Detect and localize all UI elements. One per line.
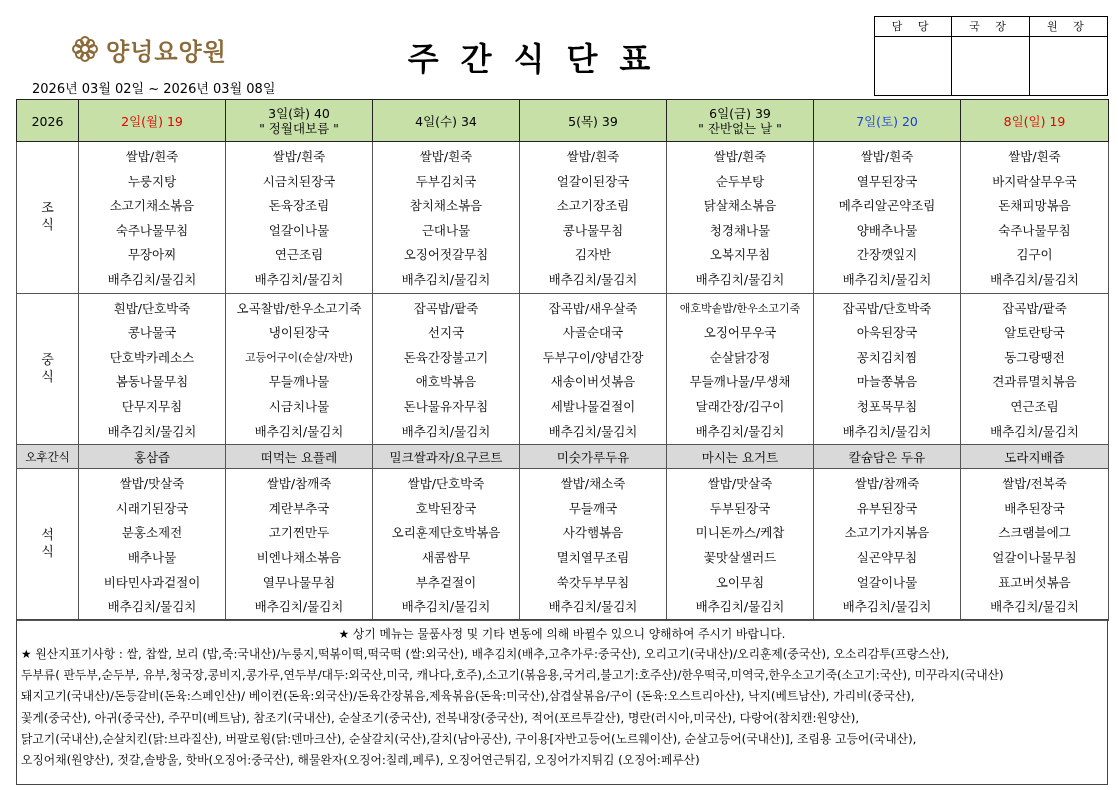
menu-item: 콩나물무침: [562, 222, 624, 238]
origin-line: 오징어채(원양산), 젓갈,솔방울, 핫바(오징어:중국산), 해물완자(오징어:칠레,페루), 오징어연근튀김, 오징어가지튀김 (오징어:페루산): [21, 753, 700, 768]
menu-item: 무들깨국: [568, 500, 618, 516]
menu-item: 누룽지탕: [127, 173, 177, 189]
menu-item: 잡곡밥/단호박죽: [842, 300, 932, 316]
menu-item: 쌀밥/참깨죽: [854, 476, 920, 492]
snack-label: 오후간식: [17, 445, 79, 469]
menu-item: 실곤약무침: [856, 549, 918, 565]
day-header: [79, 100, 226, 142]
menu-item: 배추김치/물김치: [254, 599, 344, 615]
menu-item: 쌀밥/단호박죽: [407, 476, 485, 492]
menu-item: 얼갈이나물: [268, 222, 330, 238]
menu-item: 꽁치김치찜: [856, 349, 918, 365]
menu-item: 오곡찰밥/한우소고기죽: [236, 300, 362, 316]
day-header: [961, 100, 1109, 142]
menu-item: 두부구이/양념간장: [542, 349, 644, 365]
day-date: 5(목) 39: [568, 113, 618, 129]
menu-item: 달래간장/김구이: [695, 398, 785, 414]
menu-item: 고기찐만두: [268, 525, 330, 541]
approval-label: 담 당: [875, 17, 952, 37]
menu-cell: [667, 142, 814, 294]
menu-item: 오복지무침: [709, 247, 771, 263]
menu-item: 쌀밥/흰죽: [125, 149, 179, 164]
menu-item: 청경채나물: [709, 222, 771, 238]
day-event: " 잔반없는 날 ": [698, 121, 782, 136]
menu-item: 돈채피망볶음: [998, 198, 1071, 214]
menu-cell: [226, 293, 373, 445]
menu-item: 순두부탕: [715, 173, 765, 189]
menu-item: 닭살채소볶음: [703, 198, 777, 214]
menu-item: 냉이된장국: [268, 325, 330, 341]
menu-item: 김구이: [1016, 247, 1053, 263]
menu-item: 배추김치/물김치: [107, 423, 197, 439]
menu-item: 단호박카레소스: [109, 349, 195, 365]
menu-cell: [667, 293, 814, 445]
menu-item: 배추김치/물김치: [107, 599, 197, 615]
snack-item: 밀크쌀과자/요구르트: [373, 445, 520, 469]
menu-item: 연근조림: [1010, 398, 1059, 414]
day-header: [667, 100, 814, 142]
menu-item: 배추김치/물김치: [254, 271, 344, 287]
menu-cell: [814, 293, 961, 445]
snack-item: 떠먹는 요플레: [226, 445, 373, 469]
menu-cell: [667, 469, 814, 621]
menu-item: 배추김치/물김치: [401, 271, 491, 287]
menu-item: 쌀밥/흰죽: [272, 149, 326, 164]
menu-item: 잡곡밥/새우살죽: [548, 300, 638, 316]
menu-item: 애호박볶음: [415, 374, 477, 390]
approval-sign-slot: [875, 37, 952, 95]
menu-item: 표고버섯볶음: [998, 574, 1071, 590]
menu-item: 미니돈까스/케찹: [695, 525, 785, 541]
menu-item: 쌀밥/맛살죽: [707, 476, 773, 492]
period-range: 2026년 03월 02일 ~ 2026년 03월 08일: [32, 82, 276, 97]
menu-item: 유부된장국: [856, 500, 918, 516]
menu-item: 바지락살무우국: [992, 173, 1077, 189]
notice-box: [16, 619, 1108, 785]
menu-item: 쌀밥/참깨죽: [266, 476, 332, 492]
menu-item: 견과류멸치볶음: [992, 374, 1077, 390]
menu-item: 아욱된장국: [856, 325, 918, 341]
menu-item: 사각햄볶음: [562, 525, 624, 541]
day-header: [226, 100, 373, 142]
meal-row: [17, 293, 1109, 445]
notice-line: ★ 상기 메뉴는 물품사정 및 기타 변동에 의해 바뀔수 있으니 양해하여 주시기 바랍니다.: [338, 627, 786, 641]
menu-item: 흰밥/단호박죽: [113, 300, 191, 316]
approval-sign-slot: [1030, 37, 1107, 95]
menu-item: 배추김치/물김치: [990, 271, 1079, 287]
meal-label-text: 석 식: [41, 528, 54, 561]
menu-item: 스크램블에그: [998, 525, 1071, 541]
day-date: 8일(일) 19: [1003, 113, 1066, 129]
menu-cell: [520, 293, 667, 445]
menu-item: 배추김치/물김치: [548, 599, 638, 615]
menu-item: 계란부추국: [268, 500, 330, 516]
meal-label-text: 중 식: [41, 352, 54, 385]
menu-item: 시래기된장국: [115, 500, 189, 516]
menu-item: 봄동나물무침: [115, 374, 189, 390]
menu-item: 숙주나물무침: [998, 222, 1071, 238]
menu-item: 쌀밥/흰죽: [713, 149, 767, 164]
meal-row: [17, 142, 1109, 294]
menu-item: 양배추나물: [856, 222, 918, 238]
menu-item: 배추김치/물김치: [695, 271, 785, 287]
meal-row: [17, 469, 1109, 621]
menu-cell: [961, 469, 1109, 621]
menu-item: 비타민사과겉절이: [103, 574, 201, 590]
menu-item: 메추리알곤약조림: [838, 198, 936, 214]
menu-item: 배추김치/물김치: [107, 271, 197, 287]
menu-item: 쌀밥/흰죽: [860, 149, 914, 164]
day-event: " 정월대보름 ": [259, 121, 339, 136]
menu-item: 부추겉절이: [415, 574, 477, 590]
meal-label-text: 조 식: [41, 201, 54, 234]
menu-item: 참치채소볶음: [409, 198, 483, 214]
menu-cell: [226, 469, 373, 621]
menu-item: 두부김치국: [415, 173, 477, 189]
menu-item: 새콤쌈무: [421, 549, 471, 565]
origin-line: 두부류( 판두부,순두부, 유부,청국장,콩비지,콩가루,연두부/대두:외국산,미국, 캐나다,호주),소고기(볶음용,국거리,불고기:호주산)/한우떡국,미역국,한우소고기죽(소고기:국산), 미꾸라지(국내산): [21, 668, 1004, 683]
menu-item: 쑥갓두부무침: [556, 574, 630, 590]
menu-item: 동그랑땡전: [1004, 349, 1065, 365]
menu-item: 마늘쫑볶음: [856, 374, 918, 390]
menu-item: 배추나물: [127, 549, 177, 565]
menu-item: 얼갈이나물: [856, 574, 918, 590]
menu-item: 시금치나물: [268, 398, 330, 414]
menu-item: 배추김치/물김치: [401, 423, 491, 439]
menu-item: 두부된장국: [709, 500, 771, 516]
menu-item: 알토란탕국: [1004, 325, 1065, 341]
menu-item: 비엔나채소볶음: [256, 549, 342, 565]
day-header: [814, 100, 961, 142]
menu-item: 연근조림: [274, 247, 324, 263]
menu-item: 쌀밥/흰죽: [1008, 149, 1061, 164]
menu-cell: [520, 142, 667, 294]
menu-item: 배추김치/물김치: [695, 599, 785, 615]
menu-item: 오리훈제단호박볶음: [391, 525, 501, 541]
menu-item: 오징어무우국: [703, 325, 777, 341]
menu-item: 무들깨나물/무생채: [689, 374, 791, 390]
menu-cell: [520, 469, 667, 621]
menu-item: 배추김치/물김치: [990, 423, 1079, 439]
menu-item: 무들깨나물: [268, 374, 330, 390]
menu-item: 꽃맛살샐러드: [703, 549, 777, 565]
menu-item: 사골순대국: [562, 325, 624, 341]
menu-item: 쌀밥/맛살죽: [119, 476, 185, 492]
menu-table: [16, 99, 1109, 621]
menu-cell: [79, 469, 226, 621]
meal-label: [17, 293, 79, 445]
menu-item: 얼갈이된장국: [556, 173, 630, 189]
menu-item: 콩나물국: [127, 325, 177, 341]
approval-sign-slot: [952, 37, 1029, 95]
menu-cell: [226, 142, 373, 294]
origin-line: 꽃게(중국산), 아귀(중국산), 주꾸미(베트남), 참조기(국내산), 순살조기(중국산), 전복내장(중국산), 적어(포르투갈산), 명란(러시아,미국산), 다랑어(참치캔:원양산),: [21, 710, 860, 725]
menu-item: 애호박솥밥/한우소고기죽: [679, 301, 801, 315]
menu-item: 무장아찌: [127, 247, 177, 263]
menu-item: 열무된장국: [856, 173, 918, 189]
menu-item: 순살닭강정: [709, 349, 771, 365]
year-header: 2026: [17, 100, 79, 142]
menu-item: 오이무침: [715, 574, 765, 590]
menu-item: 돈나물유자무침: [403, 398, 489, 414]
menu-item: 배추김치/물김치: [548, 271, 638, 287]
menu-item: 얼갈이나물무침: [992, 549, 1077, 565]
menu-item: 분홍소제전: [121, 525, 183, 541]
menu-cell: [79, 142, 226, 294]
menu-cell: [961, 142, 1109, 294]
menu-item: 김자반: [574, 247, 612, 263]
snack-item: 홍삼즙: [79, 445, 226, 469]
menu-cell: [373, 142, 520, 294]
day-date: 7일(토) 20: [856, 113, 918, 129]
menu-item: 배추김치/물김치: [254, 423, 344, 439]
menu-cell: [79, 293, 226, 445]
day-header: [520, 100, 667, 142]
menu-cell: [814, 469, 961, 621]
menu-body: [17, 142, 1109, 621]
header-row: [17, 100, 1109, 142]
menu-item: 배추김치/물김치: [842, 271, 932, 287]
snack-item: 미숫가루두유: [520, 445, 667, 469]
menu-item: 고등어구이(순살/자반): [245, 350, 353, 364]
menu-item: 배추된장국: [1004, 500, 1065, 516]
approval-label: 국 장: [952, 17, 1029, 37]
snack-item: 칼슘담은 두유: [814, 445, 961, 469]
menu-cell: [961, 293, 1109, 445]
snack-row: [17, 445, 1109, 469]
menu-item: 소고기가지볶음: [844, 525, 930, 541]
menu-item: 배추김치/물김치: [695, 423, 785, 439]
menu-item: 쌀밥/채소죽: [560, 476, 626, 492]
origin-line: 돼지고기(국내산)/돈등갈비(돈육:스페인산)/ 베이컨(돈육:외국산)/돈육간장볶음,제육볶음(돈육:미국산),삼겹살볶음/구이 (돈육:오스트리아산), 낙지(베트남산), 가리비(중국산),: [21, 689, 915, 704]
snack-item: 마시는 요거트: [667, 445, 814, 469]
origin-line: ★ 원산지표기사항 : 쌀, 찹쌀, 보리 (밥,죽:국내산)/누룽지,떡볶이떡,떡국떡 (쌀:외국산), 배추김치(배추,고추가루:중국산), 오리고기(국내산)/오리훈제(중국산), 오소리감투(프랑스산),: [21, 647, 950, 661]
menu-item: 숙주나물무침: [115, 222, 189, 238]
day-date: 2일(월) 19: [121, 113, 183, 129]
menu-item: 쌀밥/흰죽: [566, 149, 620, 164]
menu-item: 배추김치/물김치: [990, 599, 1079, 615]
brand-logo: [70, 32, 227, 66]
menu-item: 근대나물: [421, 222, 471, 238]
day-date: 6일(금) 39: [709, 106, 771, 121]
menu-cell: [814, 142, 961, 294]
meal-label: [17, 469, 79, 621]
menu-item: 시금치된장국: [262, 173, 336, 189]
menu-item: 세발나물겉절이: [550, 398, 636, 414]
menu-item: 잡곡밥/팥죽: [1002, 300, 1067, 316]
menu-item: 배추김치/물김치: [842, 599, 932, 615]
menu-item: 선지국: [427, 325, 465, 341]
menu-item: 쌀밥/흰죽: [419, 149, 473, 164]
menu-item: 호박된장국: [415, 500, 477, 516]
approval-box: [874, 16, 1108, 96]
day-date: 4일(수) 34: [415, 113, 477, 129]
page-title: 주간식단표: [407, 40, 673, 78]
menu-item: 청포묵무침: [856, 398, 918, 414]
origin-line: 닭고기(국내산),순살치킨(닭:브라질산), 버팔로윙(닭:덴마크산), 순살갈치(국산),갈치(남아공산), 구이용[자반고등어(노르웨이산), 순살고등어(국내산)], 조림용 고등어(국내산),: [21, 731, 917, 746]
meal-label: [17, 142, 79, 294]
approval-label: 원 장: [1030, 17, 1107, 37]
flower-emblem-icon: [70, 34, 100, 64]
menu-item: 소고기채소볶음: [109, 198, 195, 214]
menu-item: 배추김치/물김치: [842, 423, 932, 439]
menu-item: 오징어젓갈무침: [403, 247, 489, 263]
menu-item: 쌀밥/전복죽: [1002, 476, 1067, 492]
menu-item: 소고기장조림: [556, 198, 630, 214]
menu-item: 단무지무침: [121, 398, 183, 414]
menu-item: 새송이버섯볶음: [550, 374, 636, 390]
menu-item: 돈육장조림: [268, 198, 330, 214]
menu-item: 열무나물무침: [262, 574, 336, 590]
origin-info: [21, 644, 1103, 771]
brand-name: 양넝요양원: [106, 37, 227, 66]
menu-cell: [373, 469, 520, 621]
menu-item: 돈육간장불고기: [403, 349, 489, 365]
day-date: 3일(화) 40: [268, 106, 330, 121]
menu-item: 잡곡밥/팥죽: [413, 300, 479, 316]
day-header: [373, 100, 520, 142]
menu-cell: [373, 293, 520, 445]
menu-item: 간장깻잎지: [856, 247, 918, 263]
snack-item: 도라지배즙: [961, 445, 1109, 469]
menu-item: 배추김치/물김치: [401, 599, 491, 615]
menu-item: 멸치열무조림: [556, 549, 630, 565]
menu-item: 배추김치/물김치: [548, 423, 638, 439]
